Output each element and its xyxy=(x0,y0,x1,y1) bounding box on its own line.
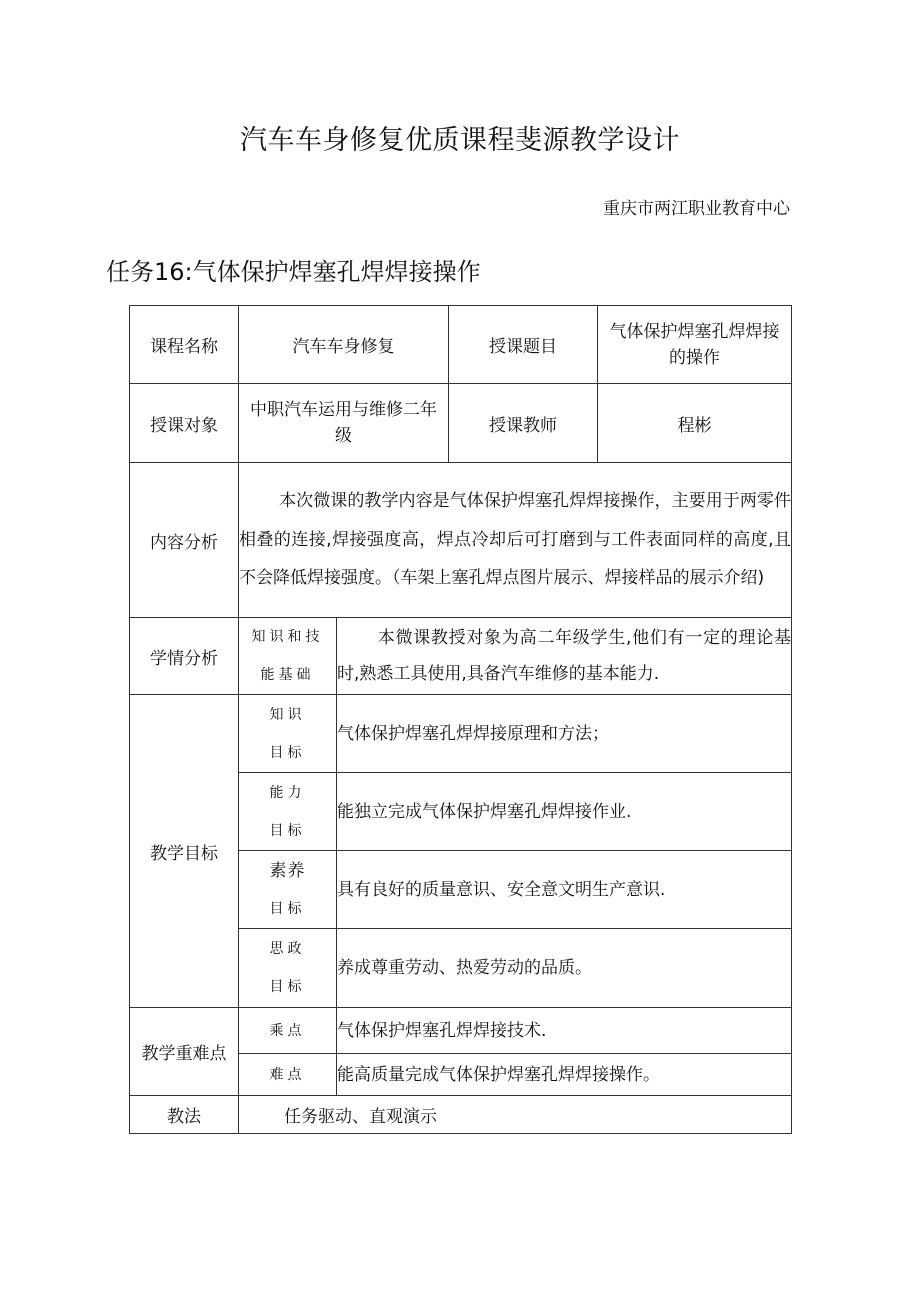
course-name-value: 汽车车身修复 xyxy=(239,306,449,384)
topic-value-line1: 气体保护焊塞孔焊焊接 xyxy=(609,321,780,342)
key-points-label: 教学重难点 xyxy=(130,1008,239,1096)
learner-sub-line2: 能基础 xyxy=(260,667,315,683)
learner-analysis-text xyxy=(337,618,792,695)
teacher-label: 授课教师 xyxy=(449,384,598,463)
table-row xyxy=(130,384,792,463)
audience-value-line2: 级 xyxy=(335,426,352,446)
organization-name: 重庆市两江职业教育中心 xyxy=(603,199,790,219)
task-heading: 任务16:气体保护焊塞孔焊焊接操作 xyxy=(106,258,481,286)
table-row xyxy=(130,1096,792,1134)
content-analysis-label: 内容分析 xyxy=(130,463,239,618)
document-title: 汽车车身修复优质课程斐源教学设计 xyxy=(240,125,680,156)
goal-text: 能独立完成气体保护焊塞孔焊焊接作业. xyxy=(337,773,792,851)
goal-sub-line2: 目标 xyxy=(269,822,306,839)
goal-sub-line1: 素养 xyxy=(269,860,306,881)
content-analysis-text xyxy=(239,463,792,618)
audience-value-line1: 中职汽车运用与维修二年 xyxy=(250,400,437,420)
lesson-plan-table xyxy=(129,305,792,1134)
table-row xyxy=(130,463,792,618)
key-sub-label: 难点 xyxy=(239,1054,337,1096)
audience-label: 授课对象 xyxy=(130,384,239,463)
goal-text: 气体保护焊塞孔焊焊接原理和方法； xyxy=(337,695,792,773)
teacher-value: 程彬 xyxy=(598,384,792,463)
goal-sub-line2: 目标 xyxy=(269,744,306,761)
content-analysis-body: 本次微课的教学内容是气体保护焊塞孔焊焊接操作，主要用于两零件相叠的连接,焊接强度高，焊点冷却后可打磨到与工件表面同样的高度,且不会降低焊接强度。（车架上塞孔焊点图片展示、焊接样品的展示介绍) xyxy=(239,491,791,589)
goal-text: 具有良好的质量意识、安全意文明生产意识. xyxy=(337,851,792,929)
goal-sub-line2: 目标 xyxy=(269,979,306,995)
learner-analysis-label: 学情分析 xyxy=(130,618,239,695)
topic-value xyxy=(598,306,792,384)
goal-sub-line1: 思政 xyxy=(269,941,306,957)
table-row xyxy=(130,695,792,773)
topic-label: 授课题目 xyxy=(449,306,598,384)
method-value: 任务驱动、直观演示 xyxy=(239,1096,792,1134)
goal-sub-line1: 知识 xyxy=(269,706,306,723)
table-row xyxy=(130,1008,792,1054)
goal-sub-label xyxy=(239,773,337,851)
goal-sub-line2: 目标 xyxy=(269,900,306,917)
key-point-text: 能高质量完成气体保护焊塞孔焊焊接操作。 xyxy=(337,1054,792,1096)
learner-analysis-body: 本微课教授对象为高二年级学生,他们有一定的理论基时,熟悉工具使用,具备汽车维修的基本能力. xyxy=(337,628,791,684)
goal-text: 养成尊重劳动、热爱劳动的品质。 xyxy=(337,929,792,1008)
table-row xyxy=(130,618,792,695)
goal-sub-label xyxy=(239,695,337,773)
method-label: 教法 xyxy=(130,1096,239,1134)
table-row xyxy=(130,306,792,384)
course-name-label: 课程名称 xyxy=(130,306,239,384)
key-sub-label: 乘点 xyxy=(239,1008,337,1054)
teaching-goals-label: 教学目标 xyxy=(130,695,239,1008)
learner-sub-line1: 知识和技 xyxy=(251,629,324,645)
goal-sub-label xyxy=(239,851,337,929)
key-point-text: 气体保护焊塞孔焊焊接技术. xyxy=(337,1008,792,1054)
learner-sub-label xyxy=(239,618,337,695)
topic-value-line2: 的操作 xyxy=(669,347,720,368)
goal-sub-label xyxy=(239,929,337,1008)
goal-sub-line1: 能力 xyxy=(269,784,306,801)
audience-value xyxy=(239,384,449,463)
